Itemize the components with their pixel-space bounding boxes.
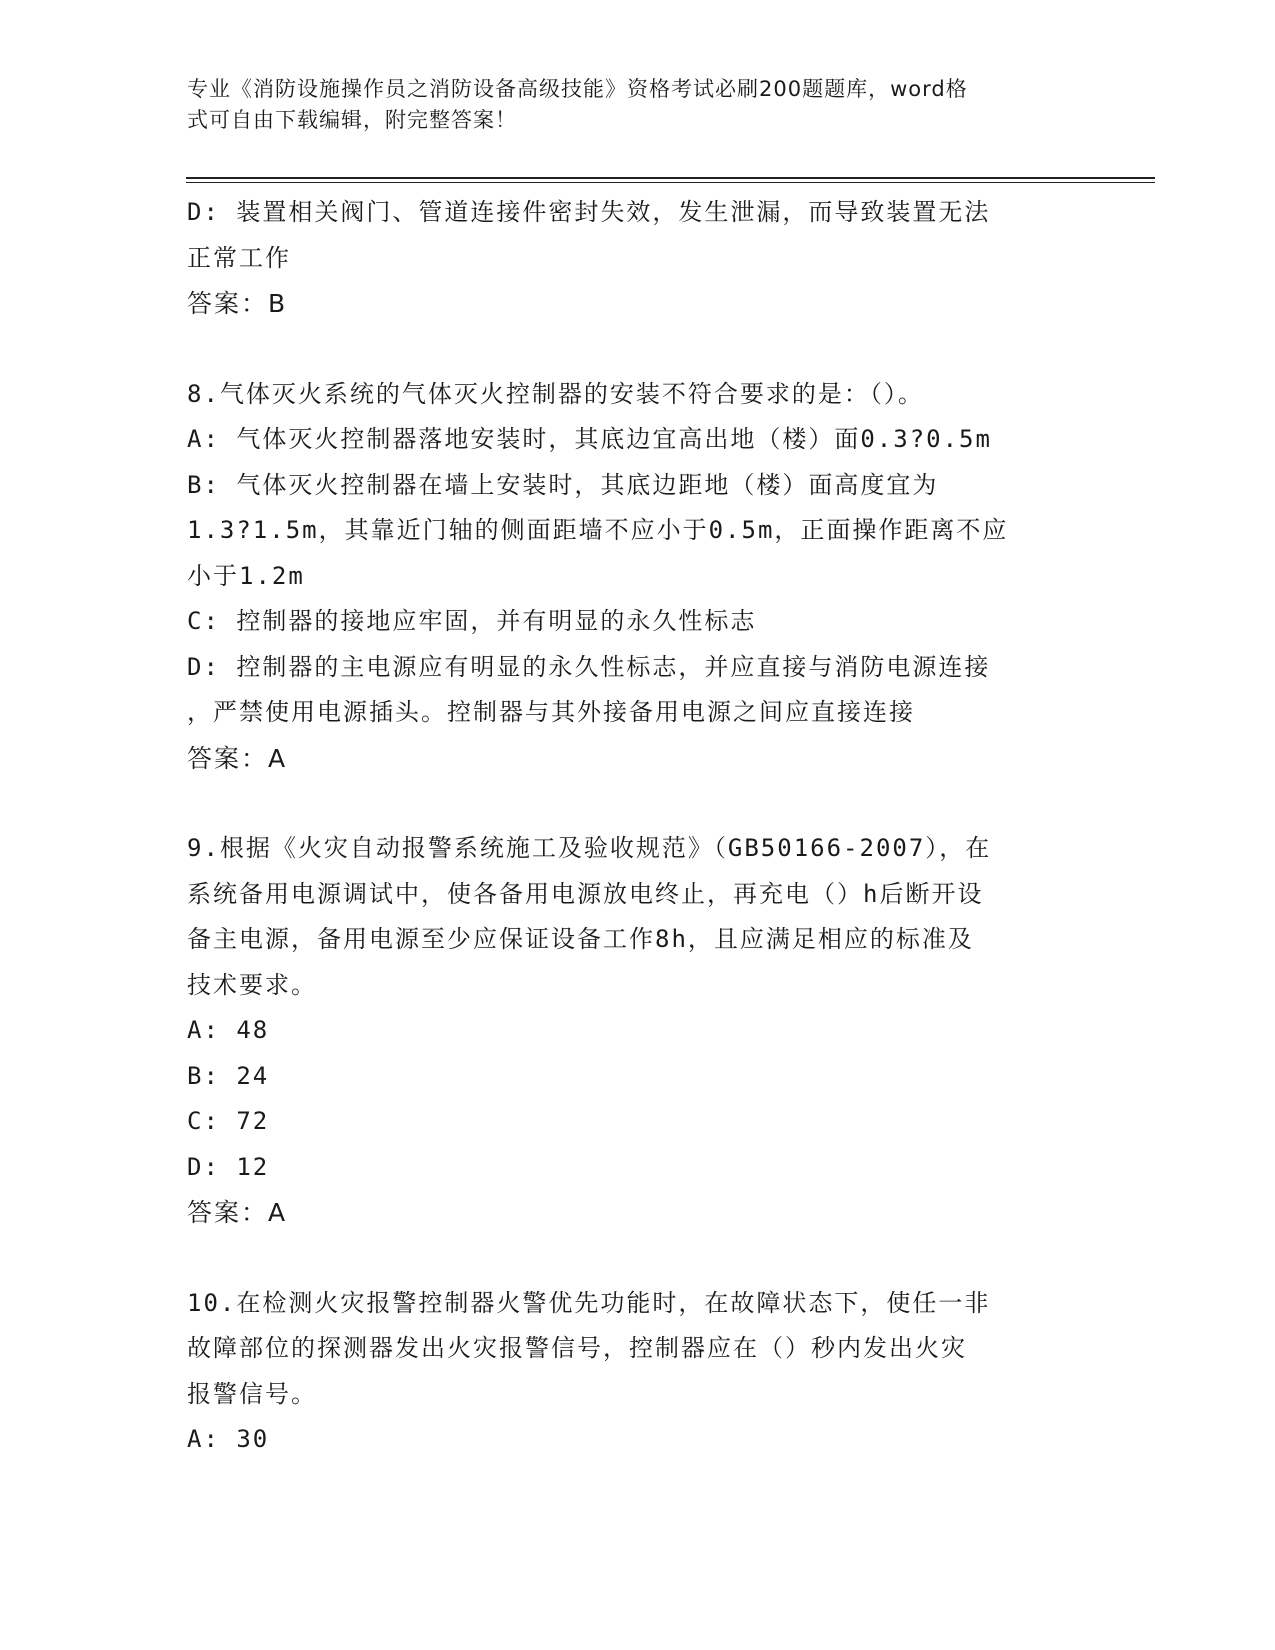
prev-option-d-line-2: 正常工作 bbox=[187, 243, 291, 272]
q9-option-a: A: 48 bbox=[187, 1016, 270, 1044]
header-rule-thick bbox=[186, 177, 1155, 179]
q9-answer: 答案：A bbox=[187, 1198, 288, 1227]
document-header bbox=[187, 74, 1067, 136]
prev-answer: 答案：B bbox=[187, 289, 288, 318]
q8-stem: 8.气体灭火系统的气体灭火控制器的安装不符合要求的是：（）。 bbox=[187, 379, 924, 408]
q10-stem-line-2: 故障部位的探测器发出火灾报警信号，控制器应在（）秒内发出火灾 bbox=[187, 1334, 967, 1362]
q9-option-d: D: 12 bbox=[187, 1152, 270, 1181]
q8-option-a: A: 气体灭火控制器落地安装时，其底边宜高出地（楼）面0.3?0.5m bbox=[187, 425, 992, 453]
q9-option-c: C: 72 bbox=[187, 1107, 270, 1135]
q8-option-b-line-3: 小于1.2m bbox=[187, 561, 305, 590]
q8-option-c: C: 控制器的接地应牢固，并有明显的永久性标志 bbox=[187, 607, 757, 635]
q8-option-b-line-1: B: 气体灭火控制器在墙上安装时，其底边距地（楼）面高度宜为 bbox=[187, 470, 939, 499]
q8-answer: 答案：A bbox=[187, 743, 288, 773]
prev-option-d-line-1: D: 装置相关阀门、管道连接件密封失效，发生泄漏，而导致装置无法 bbox=[187, 198, 991, 226]
spacer bbox=[187, 781, 1087, 826]
q9-option-b: B: 24 bbox=[187, 1061, 270, 1090]
q9-stem-line-2: 系统备用电源调试中，使各备用电源放电终止，再充电（）h后断开设 bbox=[187, 879, 984, 908]
q10-stem-line-1: 10.在检测火灾报警控制器火警优先功能时，在故障状态下，使任一非 bbox=[187, 1288, 991, 1317]
q9-stem-line-3: 备主电源，备用电源至少应保证设备工作8h，且应满足相应的标准及 bbox=[187, 925, 974, 953]
header-line-2: 式可自由下载编辑，附完整答案！ bbox=[187, 108, 517, 132]
header-line-1: 专业《消防设施操作员之消防设备高级技能》资格考试必刷200题题库，word格 bbox=[187, 77, 968, 101]
question-content bbox=[187, 190, 1087, 1463]
spacer bbox=[187, 327, 1087, 372]
q8-option-d-line-2: ，严禁使用电源插头。控制器与其外接备用电源之间应直接连接 bbox=[187, 698, 915, 726]
q8-option-d-line-1: D: 控制器的主电源应有明显的永久性标志，并应直接与消防电源连接 bbox=[187, 652, 991, 681]
q9-stem-line-4: 技术要求。 bbox=[187, 970, 317, 999]
q8-option-b-line-2: 1.3?1.5m，其靠近门轴的侧面距墙不应小于0.5m，正面操作距离不应 bbox=[187, 516, 1009, 544]
q10-option-a: A: 30 bbox=[187, 1425, 270, 1453]
q9-stem-line-1: 9.根据《火灾自动报警系统施工及验收规范》（GB50166-2007），在 bbox=[187, 834, 992, 862]
q10-stem-line-3: 报警信号。 bbox=[187, 1379, 317, 1408]
header-rule-thin bbox=[186, 182, 1155, 183]
spacer bbox=[187, 1236, 1087, 1281]
